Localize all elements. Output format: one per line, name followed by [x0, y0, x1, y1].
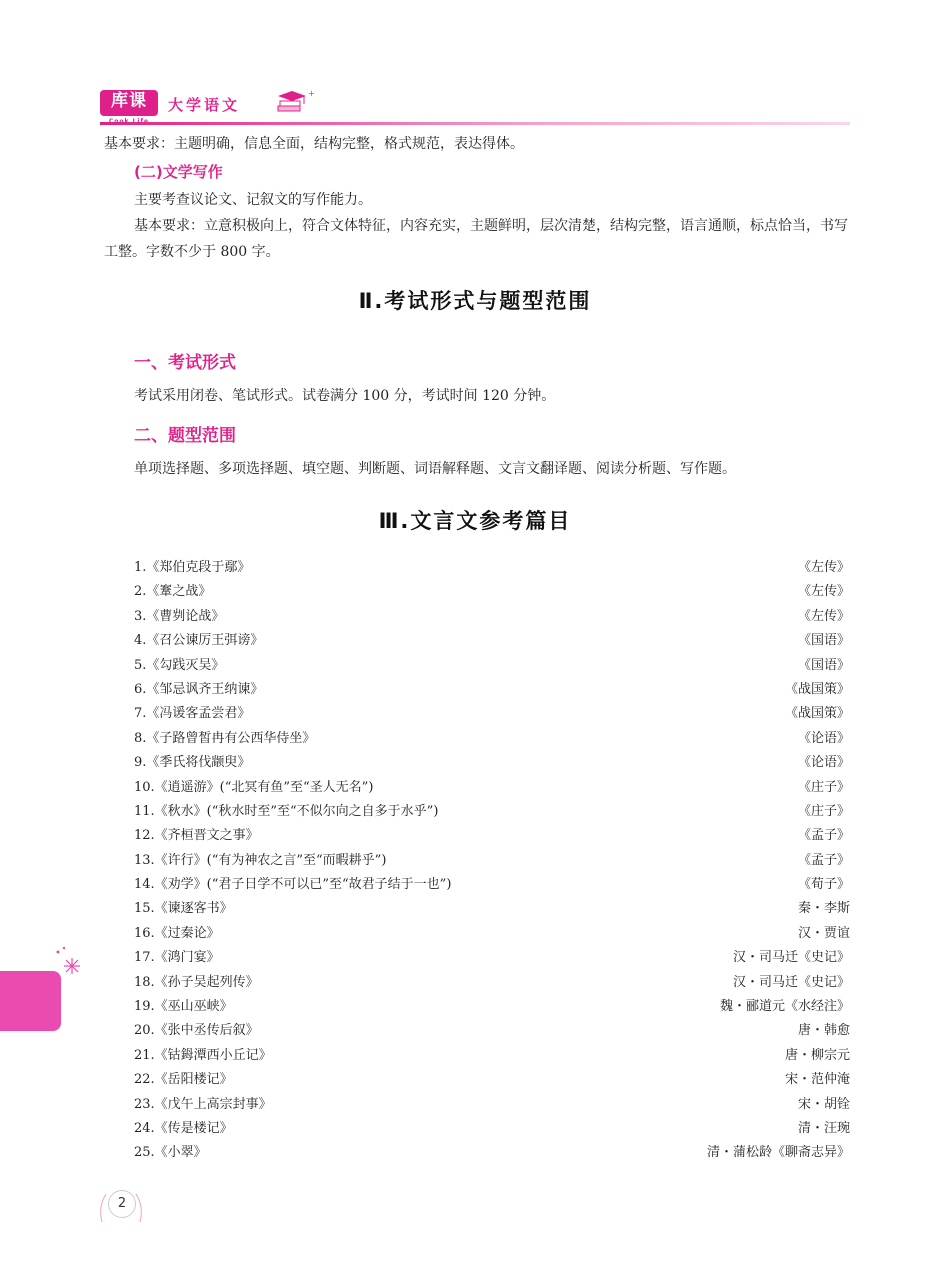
item-title: 10.《逍遥游》(“北冥有鱼”至“圣人无名”)	[134, 779, 374, 795]
item-title: 22.《岳阳楼记》	[134, 1072, 233, 1088]
section-question-types-heading: 二、题型范围	[134, 426, 236, 446]
item-source: 《左传》	[797, 584, 850, 600]
item-title: 11.《秋水》(“秋水时至”至“不似尔向之自多于水乎”)	[134, 803, 439, 819]
item-title: 4.《召公谏厉王弭谤》	[134, 633, 264, 649]
item-source: 《荀子》	[797, 877, 850, 893]
list-item	[134, 556, 850, 580]
part2-title: Ⅱ.考试形式与题型范围	[358, 289, 592, 313]
list-item	[134, 1019, 850, 1043]
page-header	[100, 86, 850, 128]
item-title: 12.《齐桓晋文之事》	[134, 828, 259, 844]
item-source: 《国语》	[797, 657, 850, 673]
list-item	[134, 1068, 850, 1092]
item-source: 《左传》	[797, 608, 850, 624]
list-item	[134, 678, 850, 702]
item-source: 《论语》	[797, 730, 850, 746]
item-source: 唐・柳宗元	[784, 1047, 850, 1063]
item-title: 8.《子路曾皙冉有公西华侍坐》	[134, 730, 316, 746]
snowflake-icon	[52, 944, 86, 978]
part3-title: Ⅲ.文言文参考篇目	[378, 509, 572, 533]
list-item	[134, 580, 850, 604]
writing-main-text: 主要考查议论文、记叙文的写作能力。	[134, 192, 372, 208]
item-source: 汉・司马迁《史记》	[732, 950, 850, 966]
list-item	[134, 702, 850, 726]
item-source: 清・蒲松龄《聊斋志异》	[706, 1145, 850, 1161]
list-item	[134, 873, 850, 897]
list-item	[134, 971, 850, 995]
brand-logo	[100, 90, 158, 116]
item-title: 6.《邹忌讽齐王纳谏》	[134, 681, 264, 697]
item-title: 14.《劝学》(“君子日学不可以已”至“故君子结于一也”)	[134, 877, 452, 893]
item-title: 21.《钴鉧潭西小丘记》	[134, 1047, 272, 1063]
list-item	[134, 897, 850, 921]
list-item	[134, 1141, 850, 1165]
book-title: 大学语文	[168, 96, 241, 114]
list-item	[134, 849, 850, 873]
item-source: 《庄子》	[797, 779, 850, 795]
graduation-cap-icon	[272, 88, 315, 118]
list-item	[134, 1117, 850, 1141]
subheading-literary-writing: (二)文学写作	[134, 163, 223, 181]
list-item	[134, 1044, 850, 1068]
list-item	[134, 922, 850, 946]
item-source: 《左传》	[797, 560, 850, 575]
logo-text: 库课	[111, 91, 147, 111]
item-source: 清・汪琬	[797, 1120, 850, 1136]
svg-text:+: +	[308, 89, 315, 98]
item-source: 汉・司马迁《史记》	[732, 974, 850, 990]
item-title: 24.《传是楼记》	[134, 1120, 233, 1136]
page-number: 2	[108, 1190, 136, 1218]
list-item	[134, 946, 850, 970]
list-item	[134, 605, 850, 629]
item-source: 《国语》	[797, 633, 850, 649]
list-item	[134, 751, 850, 775]
basic-requirement-1: 基本要求：主题明确，信息全面，结构完整，格式规范，表达得体。	[104, 136, 524, 152]
item-source: 魏・郦道元《水经注》	[719, 999, 850, 1015]
section-exam-format-text: 考试采用闭卷、笔试形式。试卷满分 100 分，考试时间 120 分钟。	[134, 388, 556, 404]
item-source: 宋・胡铨	[797, 1096, 850, 1112]
item-title: 3.《曹刿论战》	[134, 608, 225, 624]
item-source: 唐・韩愈	[797, 1023, 850, 1039]
list-item	[134, 995, 850, 1019]
item-title: 19.《巫山巫峡》	[134, 999, 233, 1015]
item-title: 2.《鞌之战》	[134, 584, 212, 600]
item-title: 7.《冯谖客孟尝君》	[134, 706, 251, 722]
item-source: 宋・范仲淹	[784, 1072, 850, 1088]
list-item	[134, 654, 850, 678]
side-tab-decoration	[0, 971, 61, 1031]
list-item	[134, 776, 850, 800]
item-title: 16.《过秦论》	[134, 925, 220, 941]
item-title: 17.《鸿门宴》	[134, 950, 220, 966]
item-title: 25.《小翠》	[134, 1145, 207, 1161]
section-exam-format-heading: 一、考试形式	[134, 353, 236, 373]
item-title: 13.《许行》(“有为神农之言”至“而暇耕乎”)	[134, 852, 387, 868]
item-source: 《孟子》	[797, 852, 850, 868]
reference-list	[134, 556, 850, 1166]
list-item	[134, 1093, 850, 1117]
item-title: 9.《季氏将伐颛臾》	[134, 755, 251, 771]
item-source: 秦・李斯	[797, 901, 850, 917]
item-title: 20.《张中丞传后叙》	[134, 1023, 259, 1039]
item-source: 《孟子》	[797, 828, 850, 844]
basic-requirement-2: 基本要求：立意积极向上，符合文体特征，内容充实，主题鲜明，层次清楚，结构完整，语言通顺，标点恰当，书写工整。字数不少于 800 字。	[104, 218, 848, 260]
list-item	[134, 824, 850, 848]
item-title: 15.《谏逐客书》	[134, 901, 233, 917]
header-rule	[100, 122, 850, 125]
list-item	[134, 727, 850, 751]
item-source: 《战国策》	[784, 681, 850, 697]
item-title: 5.《勾践灭吴》	[134, 657, 225, 673]
list-item	[134, 629, 850, 653]
item-source: 《论语》	[797, 755, 850, 771]
item-source: 汉・贾谊	[797, 925, 850, 941]
item-title: 23.《戊午上高宗封事》	[134, 1096, 272, 1112]
item-title: 18.《孙子吴起列传》	[134, 974, 259, 990]
list-item	[134, 800, 850, 824]
item-title: 1.《郑伯克段于鄢》	[134, 560, 251, 575]
item-source: 《庄子》	[797, 803, 850, 819]
item-source: 《战国策》	[784, 706, 850, 722]
section-question-types-text: 单项选择题、多项选择题、填空题、判断题、词语解释题、文言文翻译题、阅读分析题、写作题。	[134, 461, 736, 477]
